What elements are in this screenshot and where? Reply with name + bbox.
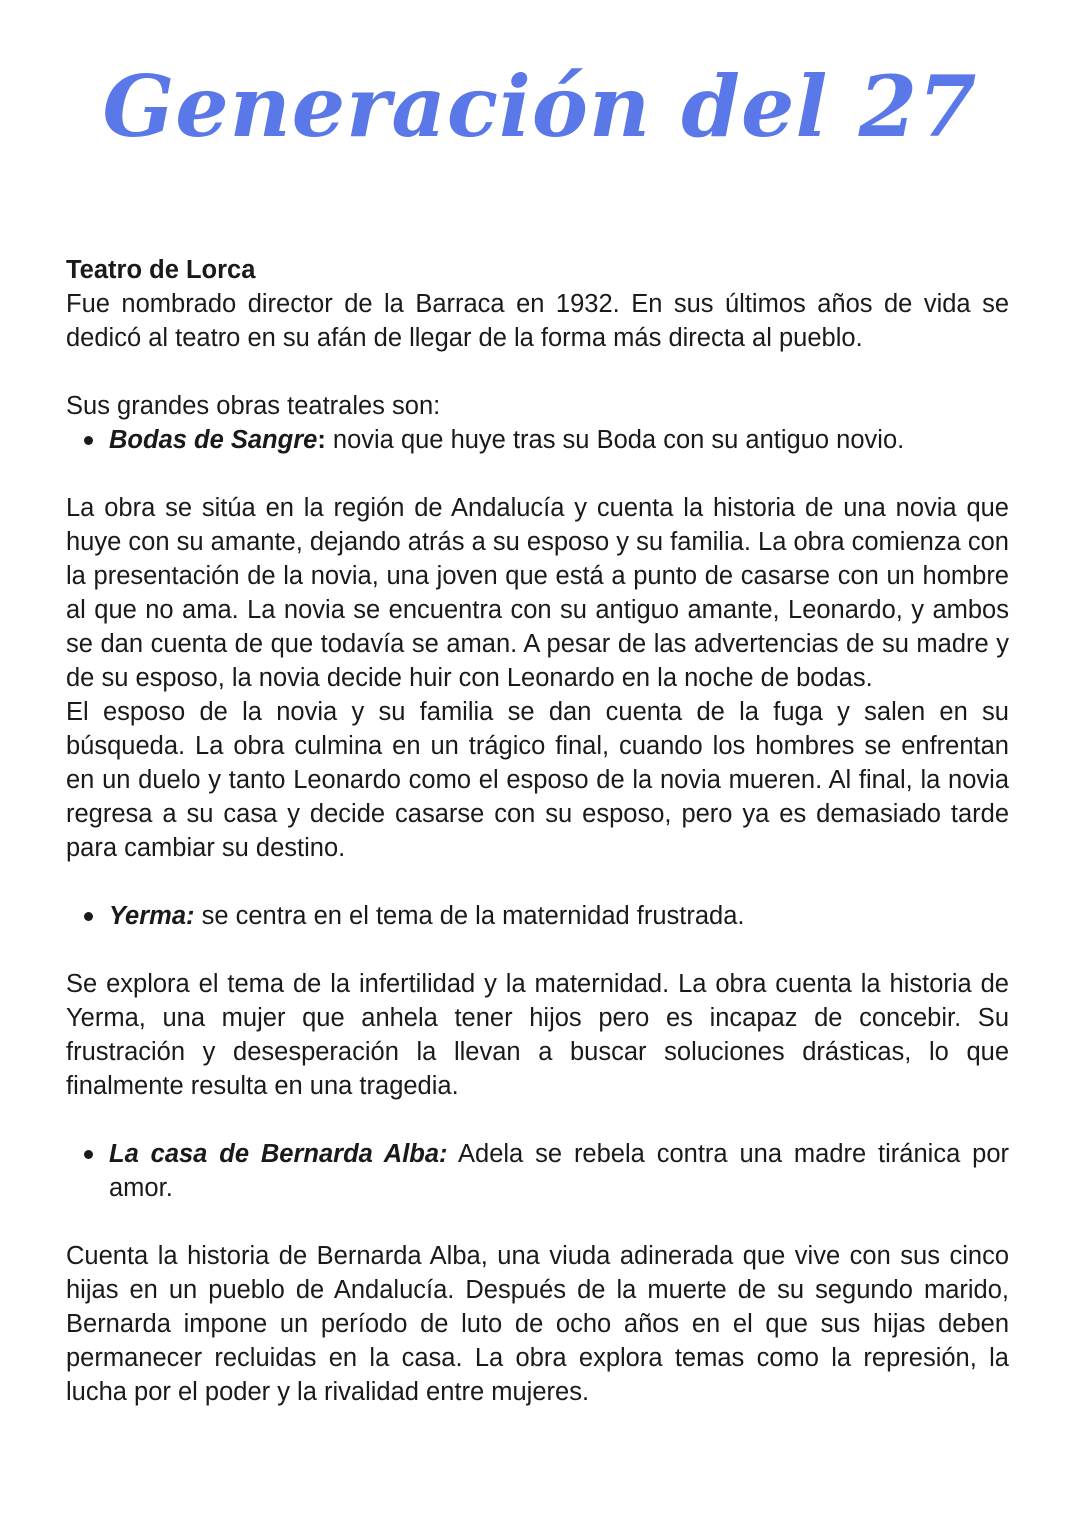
document-body (66, 253, 1009, 1409)
section-heading: Teatro de Lorca (66, 256, 256, 284)
works-list-3 (66, 1137, 1009, 1205)
intro-paragraph: Fue nombrado director de la Barraca en 1932. En sus últimos años de vida se dedicó al teatro en su afán de llegar de la forma más directa al pueblo. (66, 290, 1009, 352)
works-intro: Sus grandes obras teatrales son: (66, 392, 441, 420)
list-item (109, 423, 1009, 457)
work-paragraph: El esposo de la novia y su familia se dan cuenta de la fuga y salen en su búsqueda. La obra culmina en un trágico final, cuando los hombres se enfrentan en un duelo y tanto Leonardo como el esposo de la novia mueren. Al final, la novia regresa a su casa y decide casarse con su esposo, pero ya es demasiado tarde para cambiar su destino. (66, 698, 1009, 862)
work-summary: Adela se rebela contra una madre tiránica por amor. (109, 1140, 1009, 1202)
list-item (109, 1137, 1009, 1205)
work-paragraph: Se explora el tema de la infertilidad y la maternidad. La obra cuenta la historia de Yerma, una mujer que anhela tener hijos pero es incapaz de concebir. Su frustración y desesperación la llevan a buscar soluciones drásticas, lo que finalmente resulta en una tragedia. (66, 970, 1009, 1100)
work-paragraph: La obra se sitúa en la región de Andalucía y cuenta la historia de una novia que huye con su amante, dejando atrás a su esposo y su familia. La obra comienza con la presentación de la novia, una joven que está a punto de casarse con un hombre al que no ama. La novia se encuentra con su antiguo amante, Leonardo, y ambos se dan cuenta de que todavía se aman. A pesar de las advertencias de su madre y de su esposo, la novia decide huir con Leonardo en la noche de bodas. (66, 494, 1009, 692)
works-list-1 (66, 423, 1009, 457)
work-summary: novia que huye tras su Boda con su antiguo novio. (325, 426, 905, 454)
work-title-separator: : (317, 426, 326, 454)
list-item (109, 899, 1009, 933)
work-title: Bodas de Sangre (109, 426, 318, 454)
work-title: La casa de Bernarda Alba: (109, 1140, 448, 1168)
work-summary: se centra en el tema de la maternidad frustrada. (194, 902, 745, 930)
work-title: Yerma: (109, 902, 195, 930)
page-title: Generación del 27 (102, 57, 978, 156)
work-paragraph: Cuenta la historia de Bernarda Alba, una viuda adinerada que vive con sus cinco hijas en un pueblo de Andalucía. Después de la muerte de su segundo marido, Bernarda impone un período de luto de ocho años en el que sus hijas deben permanecer recluidas en la casa. La obra explora temas como la represión, la lucha por el poder y la rivalidad entre mujeres. (66, 1242, 1009, 1406)
works-list-2 (66, 899, 1009, 933)
